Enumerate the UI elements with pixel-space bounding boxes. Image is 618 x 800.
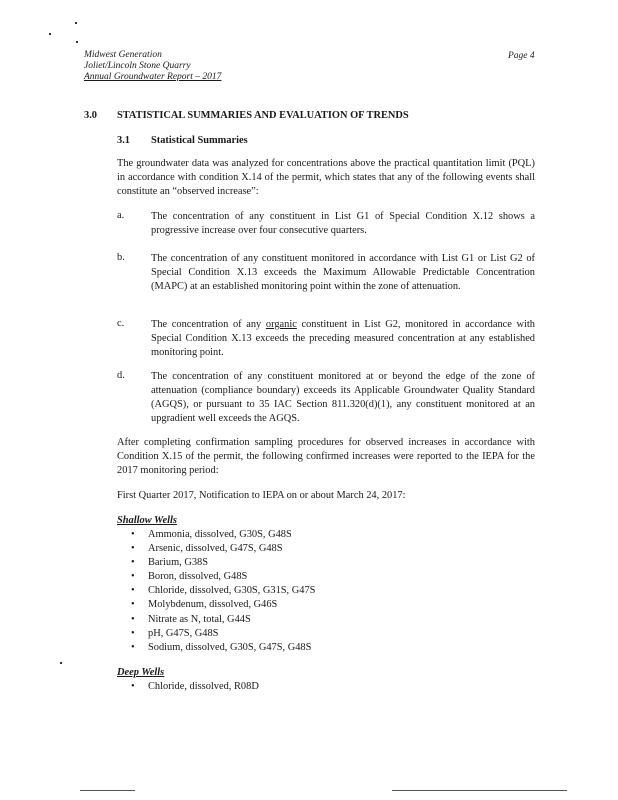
criterion-text: The concentration of any constituent monitored at or beyond the edge of the zone of attenuation (compliance boundary) exceeds its Applicable Groundwater Quality Standard (AGQS), or pursuant to 35 IAC Section 811.320(d)(1), any constituent monitored at an upgradient well exceeds the AGQS. (151, 371, 535, 424)
scan-speck (60, 662, 62, 664)
header-company: Midwest Generation (84, 50, 162, 60)
list-item: • Molybdenum, dissolved, G46S (131, 598, 461, 612)
deep-wells-list (131, 680, 461, 694)
subsection-title: Statistical Summaries (151, 135, 248, 146)
notification-line: First Quarter 2017, Notification to IEPA on or about March 24, 2017: (117, 490, 406, 501)
confirmation-paragraph: After completing confirmation sampling procedures for observed increases in accordance with Condition X.15 of the permit, the following confirmed increases were reported to the IEPA for the 2017 monitoring period: (117, 437, 535, 476)
criterion-letter: d. (117, 370, 125, 381)
header-report: Annual Groundwater Report – 2017 (84, 72, 222, 82)
list-item: • Ammonia, dissolved, G30S, G48S (131, 528, 461, 542)
list-item: • pH, G47S, G48S (131, 627, 461, 641)
list-item: • Sodium, dissolved, G30S, G47S, G48S (131, 641, 461, 655)
page-header (84, 50, 544, 83)
shallow-wells-list (131, 528, 461, 655)
list-item: • Barium, G38S (131, 556, 461, 570)
intro-paragraph: The groundwater data was analyzed for concentrations above the practical quantitation limit (PQL) in accordance with condition X.14 of the permit, which states that any of the following events shall constitute an “observed increase”: (117, 158, 535, 197)
header-site: Joliet/Lincoln Stone Quarry (84, 61, 191, 71)
deep-wells-heading: Deep Wells (117, 667, 165, 678)
criterion-letter: a. (117, 210, 125, 221)
criterion-text: The concentration of any organic constituent in List G2, monitored in accordance with Special Condition X.13 exceeds the preceding measured concentration at any established monitoring point. (151, 319, 536, 358)
page-number: Page 4 (508, 51, 535, 61)
criterion-letter: c. (117, 318, 125, 329)
section-title: STATISTICAL SUMMARIES AND EVALUATION OF TRENDS (117, 110, 409, 121)
criterion-text: The concentration of any constituent in List G1 of Special Condition X.12 shows a progressive increase over four consecutive quarters. (151, 211, 535, 236)
criterion-text: The concentration of any constituent monitored in accordance with List G1 or List G2 of Special Condition X.13 exceeds the Maximum Allowable Predictable Concentration (MAPC) at an established monitoring point within the zone of attenuation. (151, 253, 535, 292)
scan-edge-line (392, 790, 567, 791)
shallow-wells-heading: Shallow Wells (117, 515, 177, 526)
emphasis-organic: organic (265, 319, 297, 330)
section-number: 3.0 (84, 110, 97, 121)
scan-speck (75, 22, 77, 24)
scan-speck (76, 41, 78, 43)
list-item: • Arsenic, dissolved, G47S, G48S (131, 542, 461, 556)
list-item: • Chloride, dissolved, G30S, G31S, G47S (131, 584, 461, 598)
list-item: • Chloride, dissolved, R08D (131, 680, 461, 694)
subsection-number: 3.1 (117, 135, 130, 146)
list-item: • Nitrate as N, total, G44S (131, 613, 461, 627)
scan-edge-line (80, 790, 135, 791)
scan-speck (49, 33, 51, 35)
list-item: • Boron, dissolved, G48S (131, 570, 461, 584)
criterion-letter: b. (117, 252, 125, 263)
